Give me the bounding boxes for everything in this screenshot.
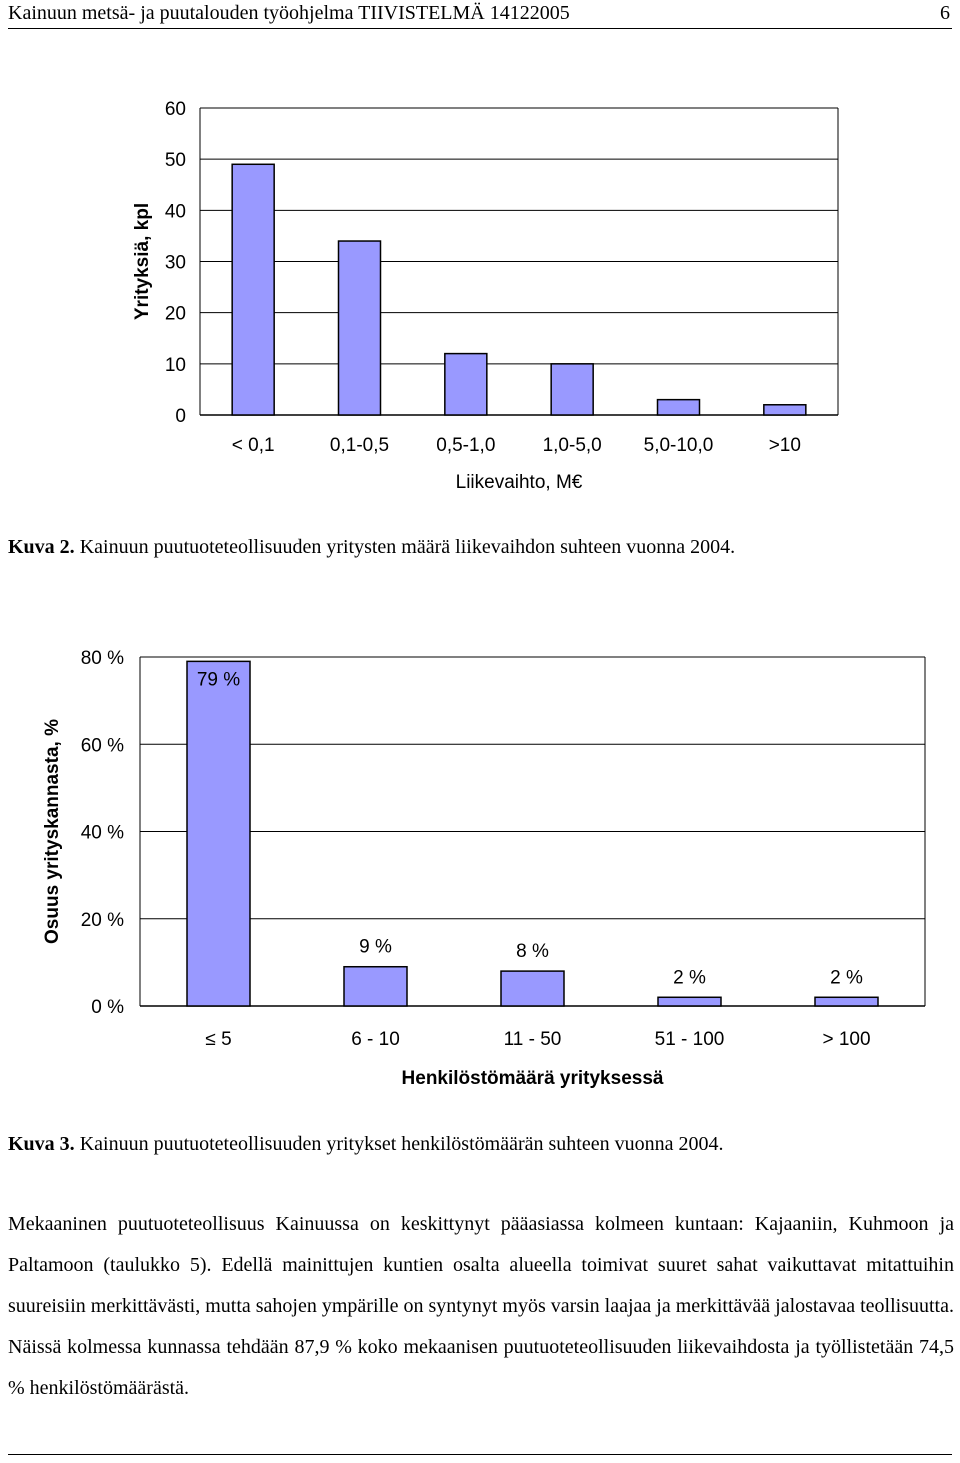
- y-tick-label: 10: [164, 354, 186, 376]
- bar: [658, 997, 721, 1006]
- bar: [445, 354, 487, 415]
- bar: [658, 400, 700, 415]
- x-tick-label: < 0,1: [231, 435, 275, 456]
- page-number: 6: [940, 2, 950, 24]
- bar: [501, 971, 564, 1006]
- page-header: [8, 0, 952, 29]
- chart-personnel: [0, 630, 960, 1100]
- y-tick-label: 60 %: [80, 735, 124, 757]
- bar: [344, 967, 407, 1006]
- caption-kuva-2: [8, 536, 735, 559]
- x-axis-title: Liikevaihto, M€: [455, 472, 583, 493]
- x-axis-title: Henkilöstömäärä yrityksessä: [401, 1068, 664, 1089]
- y-tick-label: 60: [164, 99, 186, 120]
- bar: [815, 997, 878, 1006]
- y-tick-label: 40 %: [80, 822, 124, 844]
- y-tick-label: 30: [164, 252, 186, 274]
- bar: [232, 164, 274, 415]
- y-tick-label: 20 %: [80, 909, 124, 931]
- y-axis-title: Yrityksiä, kpl: [132, 202, 153, 321]
- data-label: 9 %: [359, 936, 392, 958]
- data-label: 2 %: [830, 967, 863, 989]
- caption-kuva-3: [8, 1133, 723, 1156]
- x-tick-label: 6 - 10: [351, 1029, 400, 1050]
- caption-number: Kuva 3.: [8, 1133, 75, 1155]
- document-title: Kainuun metsä- ja puutalouden työohjelma TIIVISTELMÄ 14122005: [8, 2, 570, 24]
- y-tick-label: 80 %: [80, 648, 124, 669]
- bar: [551, 364, 593, 415]
- data-label: 79 %: [196, 669, 241, 691]
- y-tick-label: 40: [164, 201, 186, 223]
- x-tick-label: 1,0-5,0: [542, 435, 602, 456]
- y-tick-label: 0 %: [91, 997, 124, 1018]
- data-label: 2 %: [673, 967, 706, 989]
- y-axis-title: Osuus yrityskannasta, %: [42, 719, 63, 944]
- x-tick-label: 11 - 50: [503, 1029, 562, 1050]
- x-tick-label: ≤ 5: [205, 1029, 232, 1050]
- y-tick-label: 50: [164, 150, 186, 172]
- bar: [764, 405, 806, 415]
- bar: [339, 241, 381, 415]
- caption-number: Kuva 2.: [8, 536, 75, 558]
- x-tick-label: > 100: [822, 1029, 871, 1050]
- x-tick-label: >10: [768, 435, 801, 456]
- body-paragraph: Mekaaninen puutuoteteollisuus Kainuussa on keskittynyt pääasiassa kolmeen kuntaan: Kajaaniin, Kuhmoon ja Paltamoon (taulukko 5). Edellä mainittujen kuntien osalta alueella toimivat suuret sahat vaikuttavat mitattuihin suureisiin merkittävästi, mutta sahojen ympärille on syntynyt myös varsin laajaa ja merkittävää jalostavaa teollisuutta. Näissä kolmessa kunnassa tehdään 87,9 % koko mekaanisen puutuoteteollisuuden liikevaihdosta ja työllistetään 74,5 % henkilöstömäärästä.: [8, 1213, 954, 1399]
- caption-text: Kainuun puutuoteteollisuuden yritykset henkilöstömäärän suhteen vuonna 2004.: [74, 1133, 724, 1155]
- caption-text: Kainuun puutuoteteollisuuden yritysten määrä liikevaihdon suhteen vuonna 2004.: [74, 536, 736, 558]
- x-tick-label: 0,1-0,5: [329, 435, 390, 456]
- x-tick-label: 51 - 100: [654, 1029, 725, 1050]
- bar: [187, 661, 250, 1006]
- chart-revenue: [0, 80, 960, 500]
- data-label: 8 %: [516, 941, 549, 963]
- y-tick-label: 0: [175, 406, 186, 427]
- footer-rule: [8, 1454, 952, 1455]
- y-tick-label: 20: [164, 303, 186, 325]
- x-tick-label: 0,5-1,0: [436, 435, 496, 456]
- x-tick-label: 5,0-10,0: [643, 435, 714, 456]
